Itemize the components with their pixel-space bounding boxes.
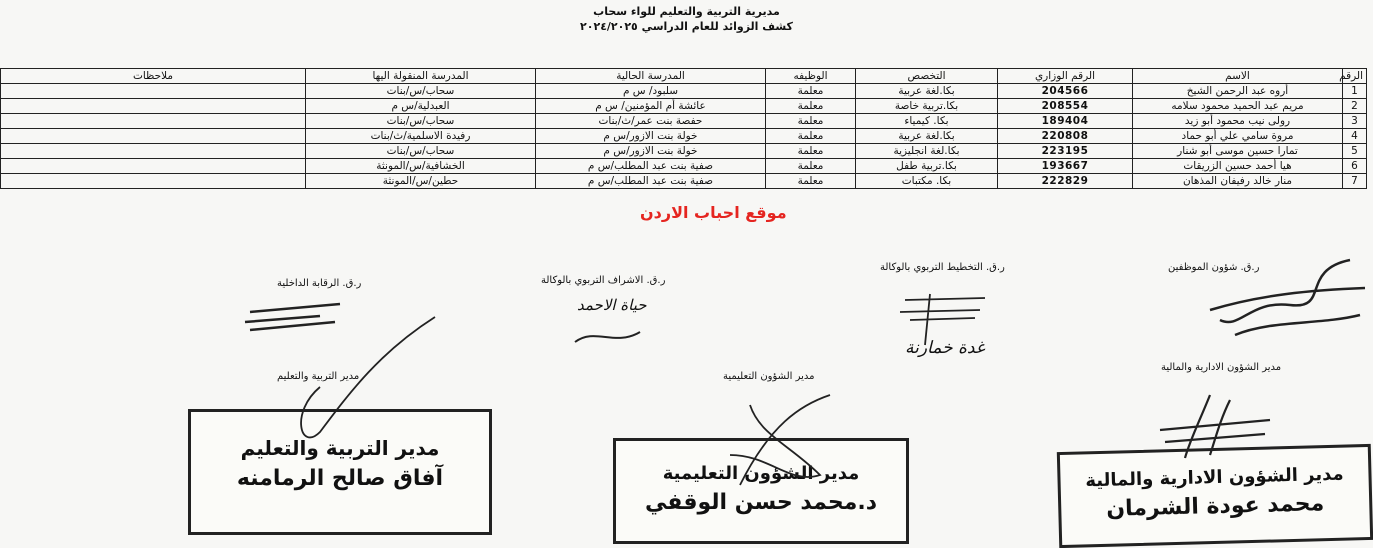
director-stamp-title: مدير التربية والتعليم	[240, 436, 440, 460]
specialization: بكا. مكتبات	[856, 174, 998, 189]
header-number: الرقم	[1343, 69, 1367, 84]
row-number: 4	[1343, 129, 1367, 144]
current-school: حفصة بنت عمر/ث/بنات	[536, 114, 766, 129]
current-school: عائشة أم المؤمنين/ س م	[536, 99, 766, 114]
transfer-school: حطين/س/المونثة	[306, 174, 536, 189]
site-watermark: موقع احباب الاردن	[640, 203, 787, 222]
edu-affairs-signature	[710, 385, 840, 495]
notes	[1, 99, 306, 114]
planning-label: ر.ق. التخطيط التربوي بالوكالة	[880, 262, 1005, 273]
director-stamp-name: آفاق صالح الرمامنه	[236, 466, 444, 491]
notes	[1, 129, 306, 144]
header-current-school: المدرسة الحالية	[536, 69, 766, 84]
job-title: معلمة	[766, 114, 856, 129]
teacher-name: منار خالد رفيفان المذهان	[1133, 174, 1343, 189]
table-row	[1, 99, 1367, 114]
header-transfer-school: المدرسة المنقولة اليها	[306, 69, 536, 84]
ministry-number: 189404	[998, 114, 1133, 129]
job-title: معلمة	[766, 84, 856, 99]
row-number: 5	[1343, 144, 1367, 159]
notes	[1, 174, 306, 189]
row-number: 3	[1343, 114, 1367, 129]
table-row	[1, 159, 1367, 174]
education-director-label: مدير التربية والتعليم	[277, 371, 360, 382]
teacher-name: تمارا حسين موسى أبو شنار	[1133, 144, 1343, 159]
specialization: بكا.لغة عربية	[856, 129, 998, 144]
row-number: 2	[1343, 99, 1367, 114]
table-row	[1, 174, 1367, 189]
notes	[1, 159, 306, 174]
edu-stamp-title: مدير الشؤون التعليمية	[662, 463, 860, 484]
header-specialization: التخصص	[856, 69, 998, 84]
table-row	[1, 129, 1367, 144]
transfer-school: العبدلية/س م	[306, 99, 536, 114]
planning-signature-text: غدة خمارنة	[905, 338, 985, 358]
ministry-number: 208554	[998, 99, 1133, 114]
teacher-name: رولى نيب محمود أبو زيد	[1133, 114, 1343, 129]
ministry-number: 220808	[998, 129, 1133, 144]
header-ministry-number: الرقم الوزاري	[998, 69, 1133, 84]
ministry-number: 204566	[998, 84, 1133, 99]
job-title: معلمة	[766, 159, 856, 174]
ministry-number: 193667	[998, 159, 1133, 174]
notes	[1, 144, 306, 159]
teacher-name: أروه عبد الرحمن الشيخ	[1133, 84, 1343, 99]
admin-stamp-name: محمد عودة الشرمان	[1106, 491, 1325, 522]
table-header-row	[1, 69, 1367, 84]
admin-stamp-title: مدير الشؤون الادارية والمالية	[1085, 463, 1344, 492]
current-school: سلبود/ س م	[536, 84, 766, 99]
teacher-name: هيا أحمد حسين الزريقات	[1133, 159, 1343, 174]
specialization: بكا.تربية خاصة	[856, 99, 998, 114]
supervision-label: ر.ق. الاشراف التربوي بالوكالة	[541, 275, 666, 286]
table-row	[1, 84, 1367, 99]
supervision-signature-text: حياة الاحمد	[577, 296, 647, 314]
supervision-signature	[570, 312, 650, 352]
row-number: 6	[1343, 159, 1367, 174]
row-number: 7	[1343, 174, 1367, 189]
current-school: صفية بنت عبد المطلب/س م	[536, 174, 766, 189]
transfer-school: سحاب/س/بنات	[306, 84, 536, 99]
edu-stamp-name: د.محمد حسن الوقفي	[644, 490, 878, 515]
document-header	[0, 4, 1373, 34]
row-number: 1	[1343, 84, 1367, 99]
transfer-school: رفيدة الاسلمية/ث/بنات	[306, 129, 536, 144]
staff-affairs-signature	[1180, 250, 1370, 350]
header-job: الوظيفه	[766, 69, 856, 84]
teacher-name: مروة سامي علي أبو حماد	[1133, 129, 1343, 144]
surplus-staff-table	[0, 68, 1367, 189]
notes	[1, 114, 306, 129]
transfer-school: سحاب/س/بنات	[306, 144, 536, 159]
ministry-number: 222829	[998, 174, 1133, 189]
current-school: صفية بنت عبد المطلب/س م	[536, 159, 766, 174]
transfer-school: سحاب/س/بنات	[306, 114, 536, 129]
planning-signature	[890, 290, 1000, 350]
header-notes: ملاحظات	[1, 69, 306, 84]
table-row	[1, 114, 1367, 129]
current-school: خولة بنت الازور/س م	[536, 129, 766, 144]
header-name: الاسم	[1133, 69, 1343, 84]
current-school: خولة بنت الازور/س م	[536, 144, 766, 159]
ministry-number: 223195	[998, 144, 1133, 159]
specialization: بكا.تربية طفل	[856, 159, 998, 174]
report-title: كشف الزوائد للعام الدراسي ٢٠٢٤/٢٠٢٥	[580, 20, 793, 33]
admin-finance-manager-label: مدير الشؤون الادارية والمالية	[1161, 362, 1282, 373]
staff-affairs-label: ر.ق. شؤون الموظفين	[1168, 262, 1260, 273]
job-title: معلمة	[766, 99, 856, 114]
internal-control-label: ر.ق. الرقابة الداخلية	[277, 278, 362, 289]
job-title: معلمة	[766, 144, 856, 159]
specialization: بكا.لغة عربية	[856, 84, 998, 99]
teacher-name: مريم عبد الحميد محمود سلامه	[1133, 99, 1343, 114]
internal-control-signature	[230, 292, 430, 452]
admin-finance-signature	[1150, 390, 1280, 460]
specialization: بكا. كيمياء	[856, 114, 998, 129]
specialization: بكا.لغة انجليزية	[856, 144, 998, 159]
job-title: معلمة	[766, 174, 856, 189]
directorate-title: مديرية التربية والتعليم للواء سحاب	[593, 5, 780, 18]
educational-affairs-manager-label: مدير الشؤون التعليمية	[723, 371, 815, 382]
job-title: معلمة	[766, 129, 856, 144]
transfer-school: الخشافية/س/المونثة	[306, 159, 536, 174]
table-row	[1, 144, 1367, 159]
notes	[1, 84, 306, 99]
